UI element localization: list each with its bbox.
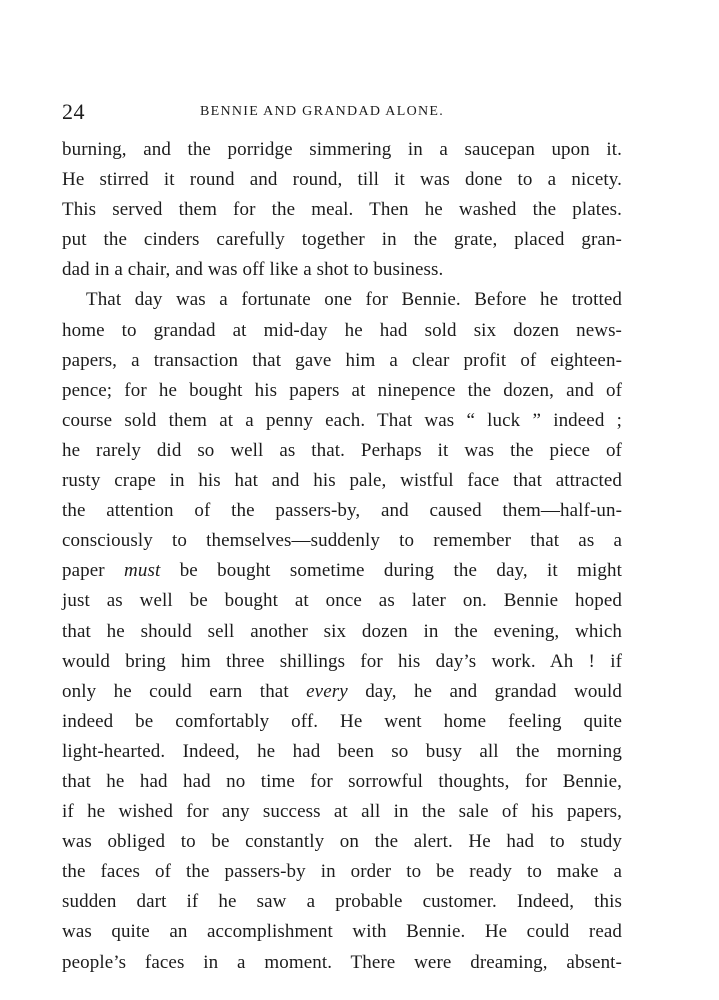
text-line: that he had had no time for sorrowful thoughts, for Bennie, bbox=[62, 770, 622, 792]
text-line: he rarely did so well as that. Perhaps it was the piece of bbox=[62, 439, 622, 461]
text-line: course sold them at a penny each. That was “ luck ” indeed ; bbox=[62, 409, 622, 431]
text-run: be bought sometime during the day, it might bbox=[160, 560, 622, 582]
page-header bbox=[62, 99, 622, 129]
text-run: paper bbox=[62, 560, 125, 582]
text-line: the attention of the passers-by, and caused them—half-un- bbox=[62, 500, 622, 522]
text-line-with-italic bbox=[62, 677, 622, 707]
text-line: pence; for he bought his papers at ninepence the dozen, and of bbox=[62, 379, 622, 401]
text-line: papers, a transaction that gave him a clear profit of eighteen- bbox=[62, 349, 622, 371]
text-line: was obliged to be constantly on the alert. He had to study bbox=[62, 831, 622, 853]
italic-word: must bbox=[124, 560, 161, 582]
italic-word: every bbox=[306, 680, 348, 702]
text-line: if he wished for any success at all in the sale of his papers, bbox=[62, 801, 622, 823]
body-text bbox=[62, 135, 622, 978]
text-line: rusty crape in his hat and his pale, wistful face that attracted bbox=[62, 470, 622, 492]
text-line: sudden dart if he saw a probable customer. Indeed, this bbox=[62, 891, 622, 913]
text-line: This served them for the meal. Then he washed the plates. bbox=[62, 199, 622, 221]
text-line: the faces of the passers-by in order to be ready to make a bbox=[62, 861, 622, 883]
text-line: consciously to themselves—suddenly to remember that as a bbox=[62, 530, 622, 552]
text-line: home to grandad at mid-day he had sold six dozen news- bbox=[62, 319, 622, 341]
text-line: dad in a chair, and was off like a shot to business. bbox=[62, 259, 444, 281]
text-line: just as well be bought at once as later on. Bennie hoped bbox=[62, 590, 622, 612]
text-line: was quite an accomplishment with Bennie. He could read bbox=[62, 921, 622, 943]
text-line-with-italic bbox=[62, 556, 622, 586]
text-line: burning, and the porridge simmering in a saucepan upon it. bbox=[62, 139, 622, 160]
text-line: that he should sell another six dozen in the evening, which bbox=[62, 620, 622, 642]
running-head: BENNIE AND GRANDAD ALONE. bbox=[200, 104, 445, 119]
text-line: put the cinders carefully together in the grate, placed gran- bbox=[62, 229, 622, 251]
text-line: would bring him three shillings for his day’s work. Ah ! if bbox=[62, 650, 622, 672]
text-run: only he could earn that bbox=[62, 680, 307, 702]
text-line: That day was a fortunate one for Bennie. Before he trotted bbox=[86, 289, 622, 311]
text-line: people’s faces in a moment. There were dreaming, absent- bbox=[62, 951, 622, 973]
text-line: He stirred it round and round, till it was done to a nicety. bbox=[62, 169, 622, 191]
text-line: indeed be comfortably off. He went home feeling quite bbox=[62, 710, 622, 732]
text-line: light-hearted. Indeed, he had been so busy all the morning bbox=[62, 740, 622, 762]
text-run: day, he and grandad would bbox=[347, 680, 622, 702]
page-number: 24 bbox=[62, 99, 85, 124]
